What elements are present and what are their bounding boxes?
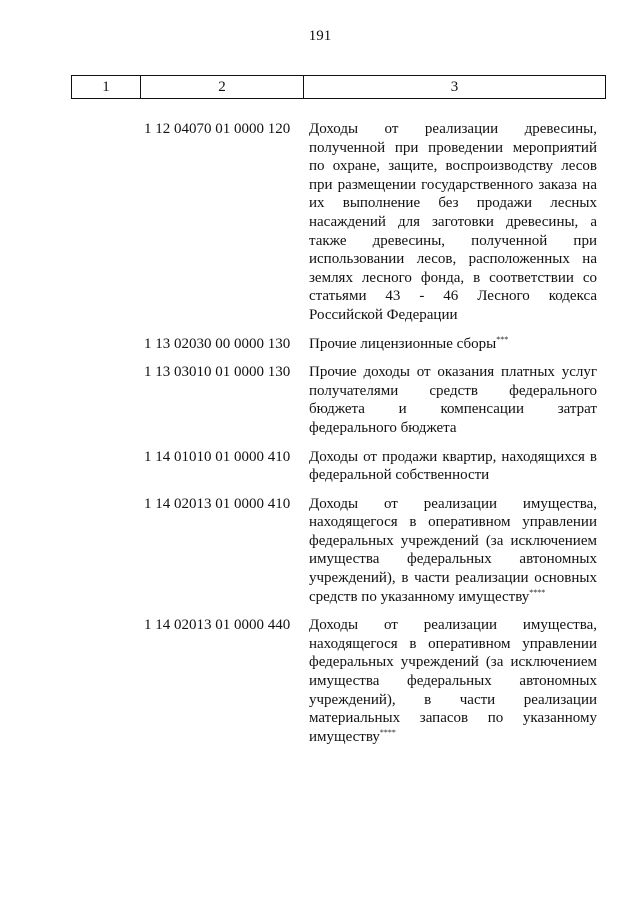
column-header-row bbox=[72, 76, 606, 99]
income-description bbox=[309, 448, 597, 485]
description-text: Доходы от реализации имущества, находящегося в оперативном управлении федеральных учреждений (за исключением имущества федеральных автономных учреждений), в части реализации материальных запасов по указанному имуществу bbox=[309, 617, 597, 745]
column-header-3: 3 bbox=[304, 76, 606, 99]
income-description bbox=[309, 335, 597, 354]
budget-code: 1 13 02030 00 0000 130 bbox=[144, 335, 291, 352]
description-text: Доходы от реализации древесины, полученной при проведении мероприятий по охране, защите, воспроизводству лесов при размещении государственного заказа на их выполнение без продажи лесных насаждений для заготовки древесины, а также древесины, полученной при использовании лесов, расположенных на землях лесного фонда, в соответствии со статьями 43 - 46 Лесного кодекса Российской Федерации bbox=[309, 121, 597, 323]
income-description bbox=[309, 120, 597, 325]
table-row bbox=[0, 495, 640, 607]
footnote-mark: *** bbox=[496, 334, 509, 344]
table-row bbox=[0, 448, 640, 485]
description-text: Доходы от реализации имущества, находящегося в оперативном управлении федеральных учреждений (за исключением имущества федеральных автономных учреждений), в части реализации основных средств по указанному имуществу bbox=[309, 495, 597, 605]
table-row bbox=[0, 363, 640, 437]
income-description bbox=[309, 616, 597, 746]
footnote-mark: **** bbox=[379, 727, 396, 737]
budget-code: 1 13 03010 01 0000 130 bbox=[144, 364, 291, 381]
column-header-2: 2 bbox=[141, 76, 304, 99]
table-row bbox=[0, 120, 640, 325]
income-codes-list bbox=[0, 120, 640, 756]
income-description bbox=[309, 363, 597, 437]
description-text: Прочие лицензионные сборы bbox=[309, 335, 497, 352]
description-text: Доходы от продажи квартир, находящихся в федеральной собственности bbox=[309, 448, 597, 484]
footnote-mark: **** bbox=[529, 587, 546, 597]
budget-code: 1 12 04070 01 0000 120 bbox=[144, 121, 291, 137]
page-number: 191 bbox=[308, 28, 332, 44]
table-row bbox=[0, 335, 640, 354]
table-row bbox=[0, 616, 640, 746]
income-description bbox=[309, 495, 597, 607]
budget-code: 1 14 02013 01 0000 440 bbox=[144, 617, 291, 634]
budget-code: 1 14 01010 01 0000 410 bbox=[144, 448, 291, 465]
description-text: Прочие доходы от оказания платных услуг получателями средств федерального бюджета и компенсации затрат федерального бюджета bbox=[309, 364, 597, 436]
column-header-1: 1 bbox=[72, 76, 141, 99]
column-header-table bbox=[71, 75, 606, 99]
budget-code: 1 14 02013 01 0000 410 bbox=[144, 495, 291, 512]
